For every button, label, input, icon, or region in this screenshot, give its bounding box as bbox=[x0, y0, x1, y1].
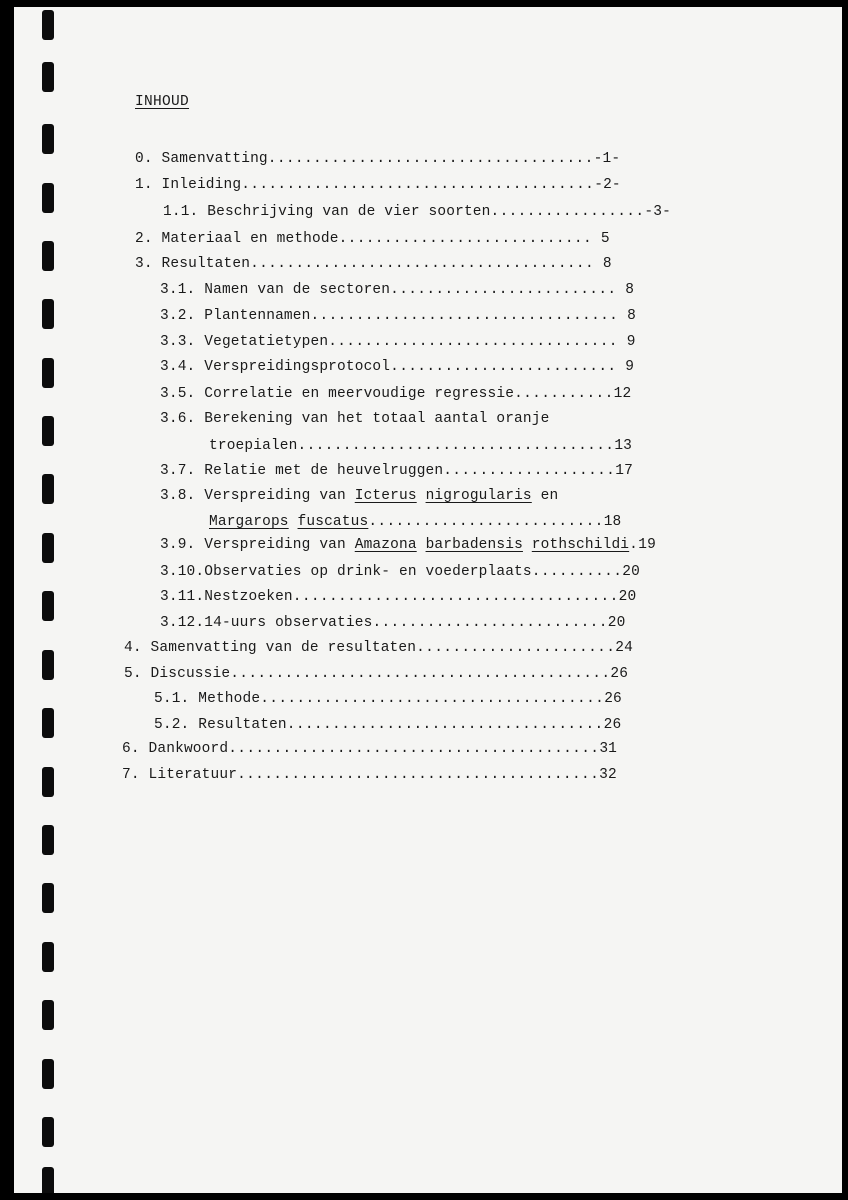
toc-title: 3.11.Nestzoeken bbox=[160, 589, 293, 605]
binding-hole bbox=[42, 183, 54, 213]
toc-leader: .......................... bbox=[368, 514, 604, 530]
toc-title: 1.1. Beschrijving van de vier soorten bbox=[163, 204, 491, 220]
binding-hole bbox=[42, 1000, 54, 1030]
toc-page-number: 9 bbox=[617, 334, 636, 350]
toc-title: 3.6. Berekening van het totaal aantal oranje bbox=[160, 411, 550, 427]
toc-title: 7. Literatuur bbox=[122, 767, 238, 783]
toc-leader: ...................... bbox=[416, 640, 616, 656]
toc-leader: .................................. bbox=[310, 308, 619, 324]
toc-page-number: 20 bbox=[607, 615, 626, 631]
toc-entry bbox=[163, 203, 671, 221]
toc-entry bbox=[160, 358, 634, 376]
scientific-name: barbadensis bbox=[425, 537, 523, 553]
toc-entry bbox=[135, 255, 612, 273]
toc-title-tail: en bbox=[531, 488, 559, 504]
toc-entry bbox=[160, 307, 636, 325]
toc-entry bbox=[135, 150, 620, 168]
toc-page-number: -2- bbox=[594, 177, 621, 193]
toc-title: 3.7. Relatie met de heuvelruggen bbox=[160, 463, 444, 479]
scientific-name: rothschildi bbox=[531, 537, 630, 553]
toc-leader: . bbox=[629, 537, 639, 553]
toc-leader: .................................... bbox=[267, 151, 594, 167]
page-title: INHOUD bbox=[135, 94, 190, 110]
binding-hole bbox=[42, 10, 54, 40]
word-space bbox=[417, 537, 426, 553]
toc-entry bbox=[154, 690, 622, 708]
toc-page-number: -3- bbox=[644, 204, 671, 220]
toc-page-number: 8 bbox=[594, 256, 612, 272]
toc-entry bbox=[160, 588, 636, 606]
toc-title: 3.12.14-uurs observaties bbox=[160, 615, 373, 631]
toc-title: 3.4. Verspreidingsprotocol bbox=[160, 359, 391, 375]
toc-title: 2. Materiaal en methode bbox=[135, 231, 339, 247]
binding-hole bbox=[42, 942, 54, 972]
toc-entry bbox=[160, 281, 634, 299]
toc-leader: ................................ bbox=[328, 334, 618, 350]
toc-leader: ....................................... bbox=[241, 177, 595, 193]
toc-page-number: 13 bbox=[614, 438, 633, 454]
toc-leader: .......... bbox=[531, 564, 623, 580]
word-space bbox=[523, 537, 532, 553]
toc-leader: ................................... bbox=[297, 438, 615, 454]
toc-entry bbox=[160, 487, 558, 505]
toc-entry bbox=[122, 766, 617, 784]
toc-page-number: 8 bbox=[618, 308, 636, 324]
toc-leader: ................................... bbox=[286, 717, 604, 733]
word-space bbox=[417, 488, 426, 504]
toc-page-number: 31 bbox=[599, 741, 618, 757]
toc-entry bbox=[160, 536, 656, 554]
toc-leader: ................... bbox=[443, 463, 616, 479]
toc-entry bbox=[154, 716, 621, 734]
toc-page-number: 19 bbox=[638, 537, 656, 553]
toc-title: 5.1. Methode bbox=[154, 691, 261, 707]
binding-hole bbox=[42, 650, 54, 680]
binding-hole bbox=[42, 708, 54, 738]
binding-hole bbox=[42, 1167, 54, 1193]
toc-page-number: 32 bbox=[599, 767, 617, 783]
toc-page-number: 18 bbox=[603, 514, 622, 530]
word-space bbox=[289, 514, 298, 530]
toc-title: 4. Samenvatting van de resultaten bbox=[124, 640, 417, 656]
toc-title: 3.9. Verspreiding van bbox=[160, 537, 355, 553]
toc-page-number: 9 bbox=[616, 359, 635, 375]
binding-hole bbox=[42, 533, 54, 563]
binding-hole bbox=[42, 591, 54, 621]
toc-entry bbox=[124, 639, 633, 657]
toc-title: 5.2. Resultaten bbox=[154, 717, 287, 733]
binding-hole bbox=[42, 62, 54, 92]
toc-title: 3. Resultaten bbox=[135, 256, 251, 272]
toc-entry bbox=[122, 740, 617, 758]
toc-entry bbox=[209, 513, 621, 531]
toc-page-number: 17 bbox=[615, 463, 633, 479]
toc-page-number: 26 bbox=[604, 691, 622, 707]
toc-title: 3.10.Observaties op drink- en voederplaats bbox=[160, 564, 532, 580]
binding-hole bbox=[42, 1117, 54, 1147]
toc-leader: ...................................... bbox=[250, 256, 595, 272]
toc-entry bbox=[160, 563, 640, 581]
toc-title: 3.2. Plantennamen bbox=[160, 308, 311, 324]
toc-title: 0. Samenvatting bbox=[135, 151, 268, 167]
binding-hole bbox=[42, 299, 54, 329]
toc-leader: .................................... bbox=[292, 589, 619, 605]
toc-title: troepialen bbox=[209, 438, 298, 454]
toc-page-number: -1- bbox=[593, 151, 621, 167]
toc-leader: ........................................ bbox=[237, 767, 600, 783]
toc-entry bbox=[160, 333, 636, 351]
toc-page-number: 20 bbox=[618, 589, 637, 605]
toc-title: 6. Dankwoord bbox=[122, 741, 229, 757]
toc-leader: ................. bbox=[490, 204, 645, 220]
toc-leader: .......................... bbox=[372, 615, 608, 631]
toc-leader: ...................................... bbox=[260, 691, 605, 707]
toc-title: 5. Discussie bbox=[124, 666, 231, 682]
toc-leader: ......................................... bbox=[228, 741, 600, 757]
toc-title: 3.1. Namen van de sectoren bbox=[160, 282, 391, 298]
toc-page-number: 24 bbox=[615, 640, 633, 656]
scientific-name: nigrogularis bbox=[425, 488, 532, 504]
binding-hole bbox=[42, 416, 54, 446]
toc-entry bbox=[209, 437, 632, 455]
toc-leader: ............................ bbox=[338, 231, 593, 247]
binding-hole bbox=[42, 767, 54, 797]
binding-hole bbox=[42, 241, 54, 271]
toc-leader: ......................... bbox=[390, 359, 617, 375]
binding-hole bbox=[42, 358, 54, 388]
toc-leader: .......................................... bbox=[230, 666, 611, 682]
toc-entry bbox=[160, 462, 633, 480]
scientific-name: Icterus bbox=[354, 488, 417, 504]
toc-entry bbox=[135, 176, 621, 194]
toc-page-number: 8 bbox=[616, 282, 635, 298]
toc-entry bbox=[160, 385, 631, 403]
binding-hole bbox=[42, 474, 54, 504]
toc-leader: ........... bbox=[514, 386, 614, 402]
toc-page-number: 12 bbox=[613, 386, 632, 402]
toc-entry bbox=[135, 230, 610, 248]
toc-leader: ......................... bbox=[390, 282, 617, 298]
toc-page-number: 26 bbox=[610, 666, 629, 682]
toc-title: 3.3. Vegetatietypen bbox=[160, 334, 329, 350]
scientific-name: Amazona bbox=[354, 537, 417, 553]
toc-entry bbox=[160, 614, 625, 632]
toc-page-number: 20 bbox=[622, 564, 640, 580]
toc-title: 1. Inleiding bbox=[135, 177, 242, 193]
toc-title: 3.8. Verspreiding van bbox=[160, 488, 355, 504]
binding-hole bbox=[42, 883, 54, 913]
binding-hole bbox=[42, 825, 54, 855]
toc-entry bbox=[160, 410, 549, 428]
toc-page-number: 5 bbox=[592, 231, 610, 247]
scientific-name: fuscatus bbox=[297, 514, 369, 530]
binding-hole bbox=[42, 124, 54, 154]
binding-hole bbox=[42, 1059, 54, 1089]
scientific-name: Margarops bbox=[209, 514, 289, 530]
toc-page-number: 26 bbox=[603, 717, 622, 733]
toc-title: 3.5. Correlatie en meervoudige regressie bbox=[160, 386, 515, 402]
toc-entry bbox=[124, 665, 628, 683]
